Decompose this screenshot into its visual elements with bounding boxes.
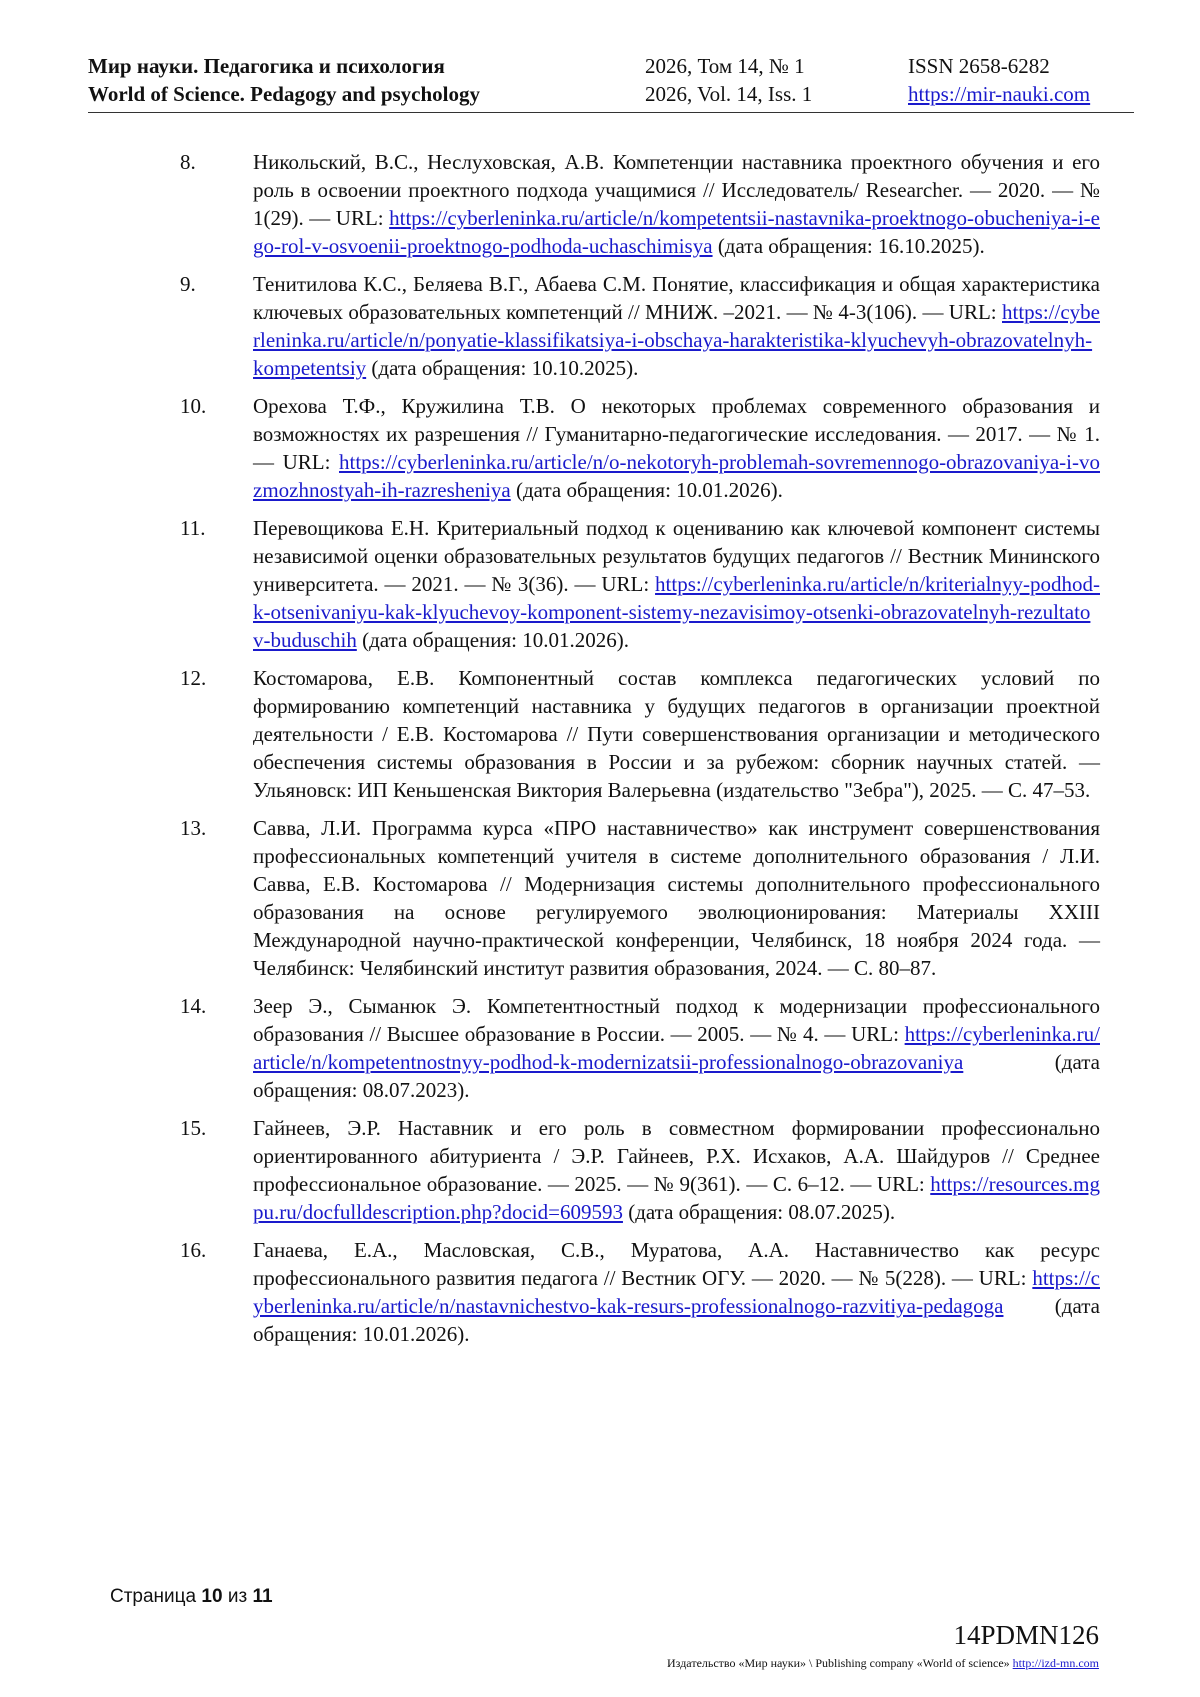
reference-text [253, 270, 1100, 382]
reference-number: 12. [180, 666, 207, 690]
journal-title-block [88, 52, 480, 108]
reference-number: 13. [180, 816, 207, 840]
reference-url-link[interactable]: https://resources.mgpu.ru/docfulldescription.php?docid=609593 [253, 1172, 1100, 1224]
reference-number: 9. [180, 272, 196, 296]
article-code: 14PDMN126 [953, 1620, 1099, 1650]
reference-text [253, 148, 1100, 260]
issn: ISSN 2658-6282 [908, 54, 1050, 78]
page-total: 11 [252, 1586, 273, 1607]
publisher-text: Издательство «Мир науки» \ Publishing company «World of science» [667, 1656, 1013, 1670]
page-of: из [227, 1586, 248, 1607]
reference-access-date: (дата обращения: 10.01.2026). [510, 478, 783, 502]
reference-citation: Тенитилова К.С., Беляева В.Г., Абаева С.М. Понятие, классификация и общая характеристика ключевых образовательных компетенций // МНИЖ. –2021. — № 4-3(106). — URL: [253, 272, 1100, 324]
reference-list [180, 148, 1100, 1358]
reference-citation: Савва, Л.И. Программа курса «ПРО наставничество» как инструмент совершенствования профессиональных компетенций учителя в системе дополнительного образования / Л.И. Савва, Е.В. Костомарова // Модернизация системы дополнительного профессионального образования на основе регулируемого эволюционирования: Материалы XXIII Международной научно-практической конференции, Челябинск, 18 ноября 2024 года. — Челябинск: Челябинский институт развития образования, 2024. — С. 80–87. [253, 816, 1100, 980]
journal-title-en: World of Science. Pedagogy and psychology [88, 82, 481, 106]
reference-number: 15. [180, 1116, 207, 1140]
volume-en: 2026, Vol. 14, Iss. 1 [645, 82, 813, 106]
reference-item [180, 1114, 1100, 1226]
journal-header [88, 52, 1134, 113]
reference-access-date: (дата обращения: 16.10.2025). [712, 234, 985, 258]
reference-item [180, 392, 1100, 504]
reference-url-link[interactable]: https://cyberleninka.ru/article/n/nastavnichestvo-kak-resurs-professionalnogo-razvitiya-pedagoga [253, 1266, 1100, 1318]
publisher-link[interactable]: http://izd-mn.com [1012, 1656, 1099, 1670]
page-current: 10 [201, 1586, 223, 1607]
reference-access-date: (дата обращения: 10.01.2026). [356, 628, 629, 652]
reference-citation: Никольский, В.С., Неслуховская, А.В. Компетенции наставника проектного обучения и его роль в освоении проектного подхода учащимися // Исследователь/ Researcher. — 2020. — № 1(29). — URL: [253, 150, 1100, 230]
reference-text [253, 1236, 1100, 1348]
reference-citation: Зеер Э., Сыманюк Э. Компетентностный подход к модернизации профессионального образования // Высшее образование в России. — 2005. — № 4. — URL: [253, 994, 1100, 1046]
journal-title-ru: Мир науки. Педагогика и психология [88, 54, 445, 78]
reference-access-date: (дата обращения: 08.07.2025). [622, 1200, 896, 1224]
reference-item [180, 814, 1100, 982]
reference-url-link[interactable]: https://cyberleninka.ru/article/n/o-nekotoryh-problemah-sovremennogo-obrazovaniya-i-vozmozhnostyah-ih-razresheniya [253, 450, 1100, 502]
reference-text [253, 664, 1100, 804]
reference-text [253, 514, 1100, 654]
reference-number: 16. [180, 1238, 207, 1262]
reference-item [180, 992, 1100, 1104]
reference-access-date: (дата обращения: 10.01.2026). [253, 1294, 1100, 1346]
reference-url-link[interactable]: https://cyberleninka.ru/article/n/kompetentnostnyy-podhod-k-modernizatsii-professionalnogo-obrazovaniya [253, 1022, 1100, 1074]
issn-block [908, 52, 1090, 108]
reference-citation: Орехова Т.Ф., Кружилина Т.В. О некоторых проблемах современного образования и возможностях их разрешения // Гуманитарно-педагогические исследования. — 2017. — № 1. — URL: [253, 394, 1100, 474]
reference-url-link[interactable]: https://cyberleninka.ru/article/n/ponyatie-klassifikatsiya-i-obschaya-harakteristika-klyuchevyh-obrazovatelnyh-kompetentsiy [253, 300, 1100, 380]
reference-url-link[interactable]: https://cyberleninka.ru/article/n/kriterialnyy-podhod-k-otsenivaniyu-kak-klyuchevoy-komponent-sistemy-nezavisimoy-otsenki-obrazovatelnyh-rezultatov-buduschih [253, 572, 1100, 652]
reference-url-link[interactable]: https://cyberleninka.ru/article/n/kompetentsii-nastavnika-proektnogo-obucheniya-i-ego-rol-v-osvoenii-proektnogo-podhoda-uchaschimisya [253, 206, 1100, 258]
volume-block [645, 52, 812, 108]
reference-item [180, 1236, 1100, 1348]
reference-access-date: (дата обращения: 10.10.2025). [366, 356, 639, 380]
reference-number: 10. [180, 394, 207, 418]
page-counter [110, 1586, 273, 1608]
reference-item [180, 148, 1100, 260]
publisher-line [667, 1656, 1099, 1671]
reference-text [253, 392, 1100, 504]
reference-number: 14. [180, 994, 207, 1018]
reference-number: 11. [180, 516, 206, 540]
reference-text [253, 992, 1100, 1104]
reference-item [180, 514, 1100, 654]
reference-text [253, 814, 1100, 982]
reference-text [253, 1114, 1100, 1226]
reference-citation: Ганаева, Е.А., Масловская, С.В., Муратова, А.А. Наставничество как ресурс профессионального развития педагога // Вестник ОГУ. — 2020. — № 5(228). — URL: [253, 1238, 1100, 1290]
reference-citation: Гайнеев, Э.Р. Наставник и его роль в совместном формировании профессионально ориентированного абитуриента / Э.Р. Гайнеев, Р.Х. Исхаков, А.А. Шайдуров // Среднее профессиональное образование. — 2025. — № 9(361). — С. 6–12. — URL: [253, 1116, 1100, 1196]
reference-item [180, 664, 1100, 804]
reference-citation: Перевощикова Е.Н. Критериальный подход к оцениванию как ключевой компонент системы независимой оценки образовательных результатов будущих педагогов // Вестник Мининского университета. — 2021. — № 3(36). — URL: [253, 516, 1100, 596]
reference-number: 8. [180, 150, 196, 174]
journal-site-link[interactable]: https://mir-nauki.com [908, 82, 1091, 106]
reference-item [180, 270, 1100, 382]
reference-citation: Костомарова, Е.В. Компонентный состав комплекса педагогических условий по формированию компетенций наставника у будущих педагогов в организации проектной деятельности / Е.В. Костомарова // Пути совершенствования организации и методического обеспечения системы образования в России и за рубежом: сборник научных статей. — Ульяновск: ИП Кеньшенская Виктория Валерьевна (издательство "Зебра"), 2025. — С. 47–53. [253, 666, 1100, 802]
volume-ru: 2026, Том 14, № 1 [645, 54, 805, 78]
reference-access-date: (дата обращения: 08.07.2023). [253, 1050, 1100, 1102]
page-label: Страница [110, 1586, 197, 1607]
